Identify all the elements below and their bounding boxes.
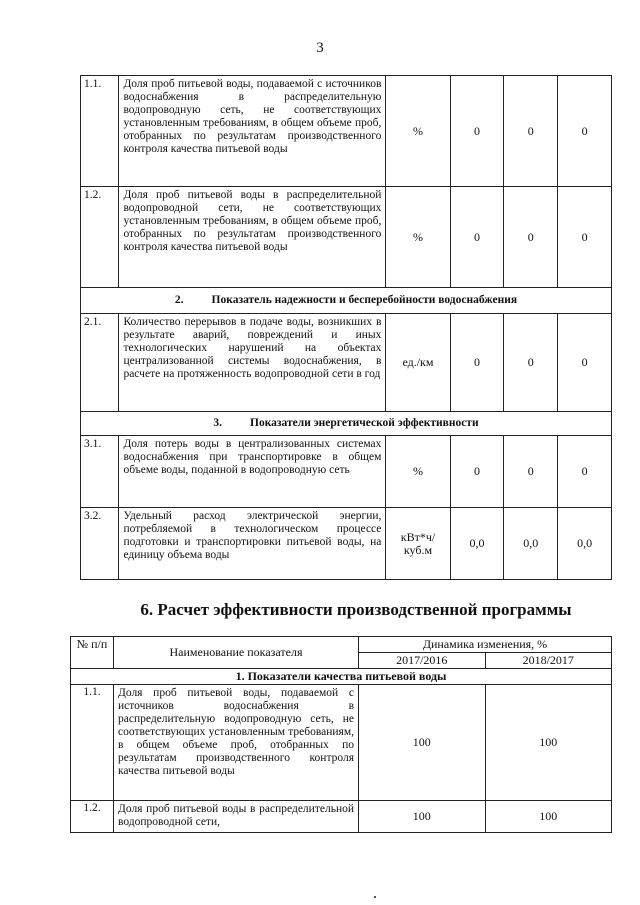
value-cell: 0: [558, 314, 612, 412]
section-title: 1. Показатели качества питьевой воды: [71, 669, 612, 685]
row-number: 1.1.: [71, 685, 114, 801]
scan-mark: [374, 896, 376, 898]
section-number: 3.: [213, 417, 223, 429]
table-row: [81, 314, 612, 412]
value-cell: 100: [485, 685, 612, 801]
unit-cell: %: [386, 76, 450, 187]
row-number: 1.1.: [81, 76, 119, 187]
row-number: 3.1.: [81, 436, 119, 508]
section-row: [71, 669, 612, 685]
section-title: [81, 412, 612, 436]
unit-cell: %: [386, 436, 450, 508]
indicator-name: Доля проб питьевой воды в распределительной водопроводной сети, не соответствующих установленным требованиям, в общем объеме проб, отобранных по результатам производственного контроля качества питьевой воды: [119, 187, 386, 288]
section-row: [81, 288, 612, 314]
header-name: Наименование показателя: [114, 637, 359, 669]
value-cell: 0,0: [558, 508, 612, 580]
value-cell: 0: [450, 436, 504, 508]
section-number: 2.: [174, 294, 184, 306]
section-title-text: Показатели энергетической эффективности: [250, 417, 479, 429]
header-number: № п/п: [71, 637, 114, 669]
section-heading: 6. Расчет эффективности производственной программы: [140, 600, 572, 619]
value-cell: 0: [450, 187, 504, 288]
header-dynamics: Динамика изменения, %: [359, 637, 612, 653]
value-cell: 100: [359, 801, 486, 833]
page-number: 3: [316, 40, 324, 56]
table-row: [81, 508, 612, 580]
table-row: [71, 801, 612, 833]
indicator-name: Доля проб питьевой воды, подаваемой с источников водоснабжения в распределительную водопроводную сеть, не соответствующих установленным требованиям, в общем объеме проб, отобранных по результатам производственного контроля качества питьевой воды: [114, 685, 359, 801]
value-cell: 100: [485, 801, 612, 833]
row-number: 3.2.: [81, 508, 119, 580]
header-year: 2017/2016: [359, 653, 486, 669]
header-year: 2018/2017: [485, 653, 612, 669]
value-cell: 0: [450, 76, 504, 187]
section-title-text: Показатель надежности и бесперебойности водоснабжения: [211, 294, 518, 306]
value-cell: 0: [558, 187, 612, 288]
header-row: [71, 637, 612, 653]
value-cell: 0: [504, 436, 558, 508]
table-row: [81, 187, 612, 288]
indicator-name: Доля проб питьевой воды в распределительной водопроводной сети,: [114, 801, 359, 833]
indicator-name: Доля потерь воды в централизованных системах водоснабжения при транспортировке в общем объеме воды, поданной в водопроводную сеть: [119, 436, 386, 508]
value-cell: 0,0: [450, 508, 504, 580]
unit-cell: ед./км: [386, 314, 450, 412]
row-number: 2.1.: [81, 314, 119, 412]
unit-cell: кВт*ч/ куб.м: [386, 508, 450, 580]
indicators-table: [80, 75, 612, 580]
table-row: [71, 685, 612, 801]
unit-cell: %: [386, 187, 450, 288]
efficiency-table: [70, 636, 612, 833]
value-cell: 0: [504, 187, 558, 288]
value-cell: 0: [450, 314, 504, 412]
indicator-name: Доля проб питьевой воды, подаваемой с источников водоснабжения в распределительную водопроводную сеть, не соответствующих установленным требованиям, в общем объеме проб, отобранных по результатам производственного контроля качества питьевой воды: [119, 76, 386, 187]
row-number: 1.2.: [81, 187, 119, 288]
value-cell: 0,0: [504, 508, 558, 580]
value-cell: 0: [558, 76, 612, 187]
section-row: [81, 412, 612, 436]
table-row: [81, 436, 612, 508]
value-cell: 0: [504, 76, 558, 187]
section-title: [81, 288, 612, 314]
indicator-name: Количество перерывов в подаче воды, возникших в результате аварий, повреждений и иных технологических нарушений на объектах централизованной системы водоснабжения, в расчете на протяженность водопроводной сети в год: [119, 314, 386, 412]
row-number: 1.2.: [71, 801, 114, 833]
value-cell: 100: [359, 685, 486, 801]
indicator-name: Удельный расход электрической энергии, потребляемой в технологическом процессе подготовки и транспортировки питьевой воды, на единицу объема воды: [119, 508, 386, 580]
value-cell: 0: [504, 314, 558, 412]
table-row: [81, 76, 612, 187]
value-cell: 0: [558, 436, 612, 508]
